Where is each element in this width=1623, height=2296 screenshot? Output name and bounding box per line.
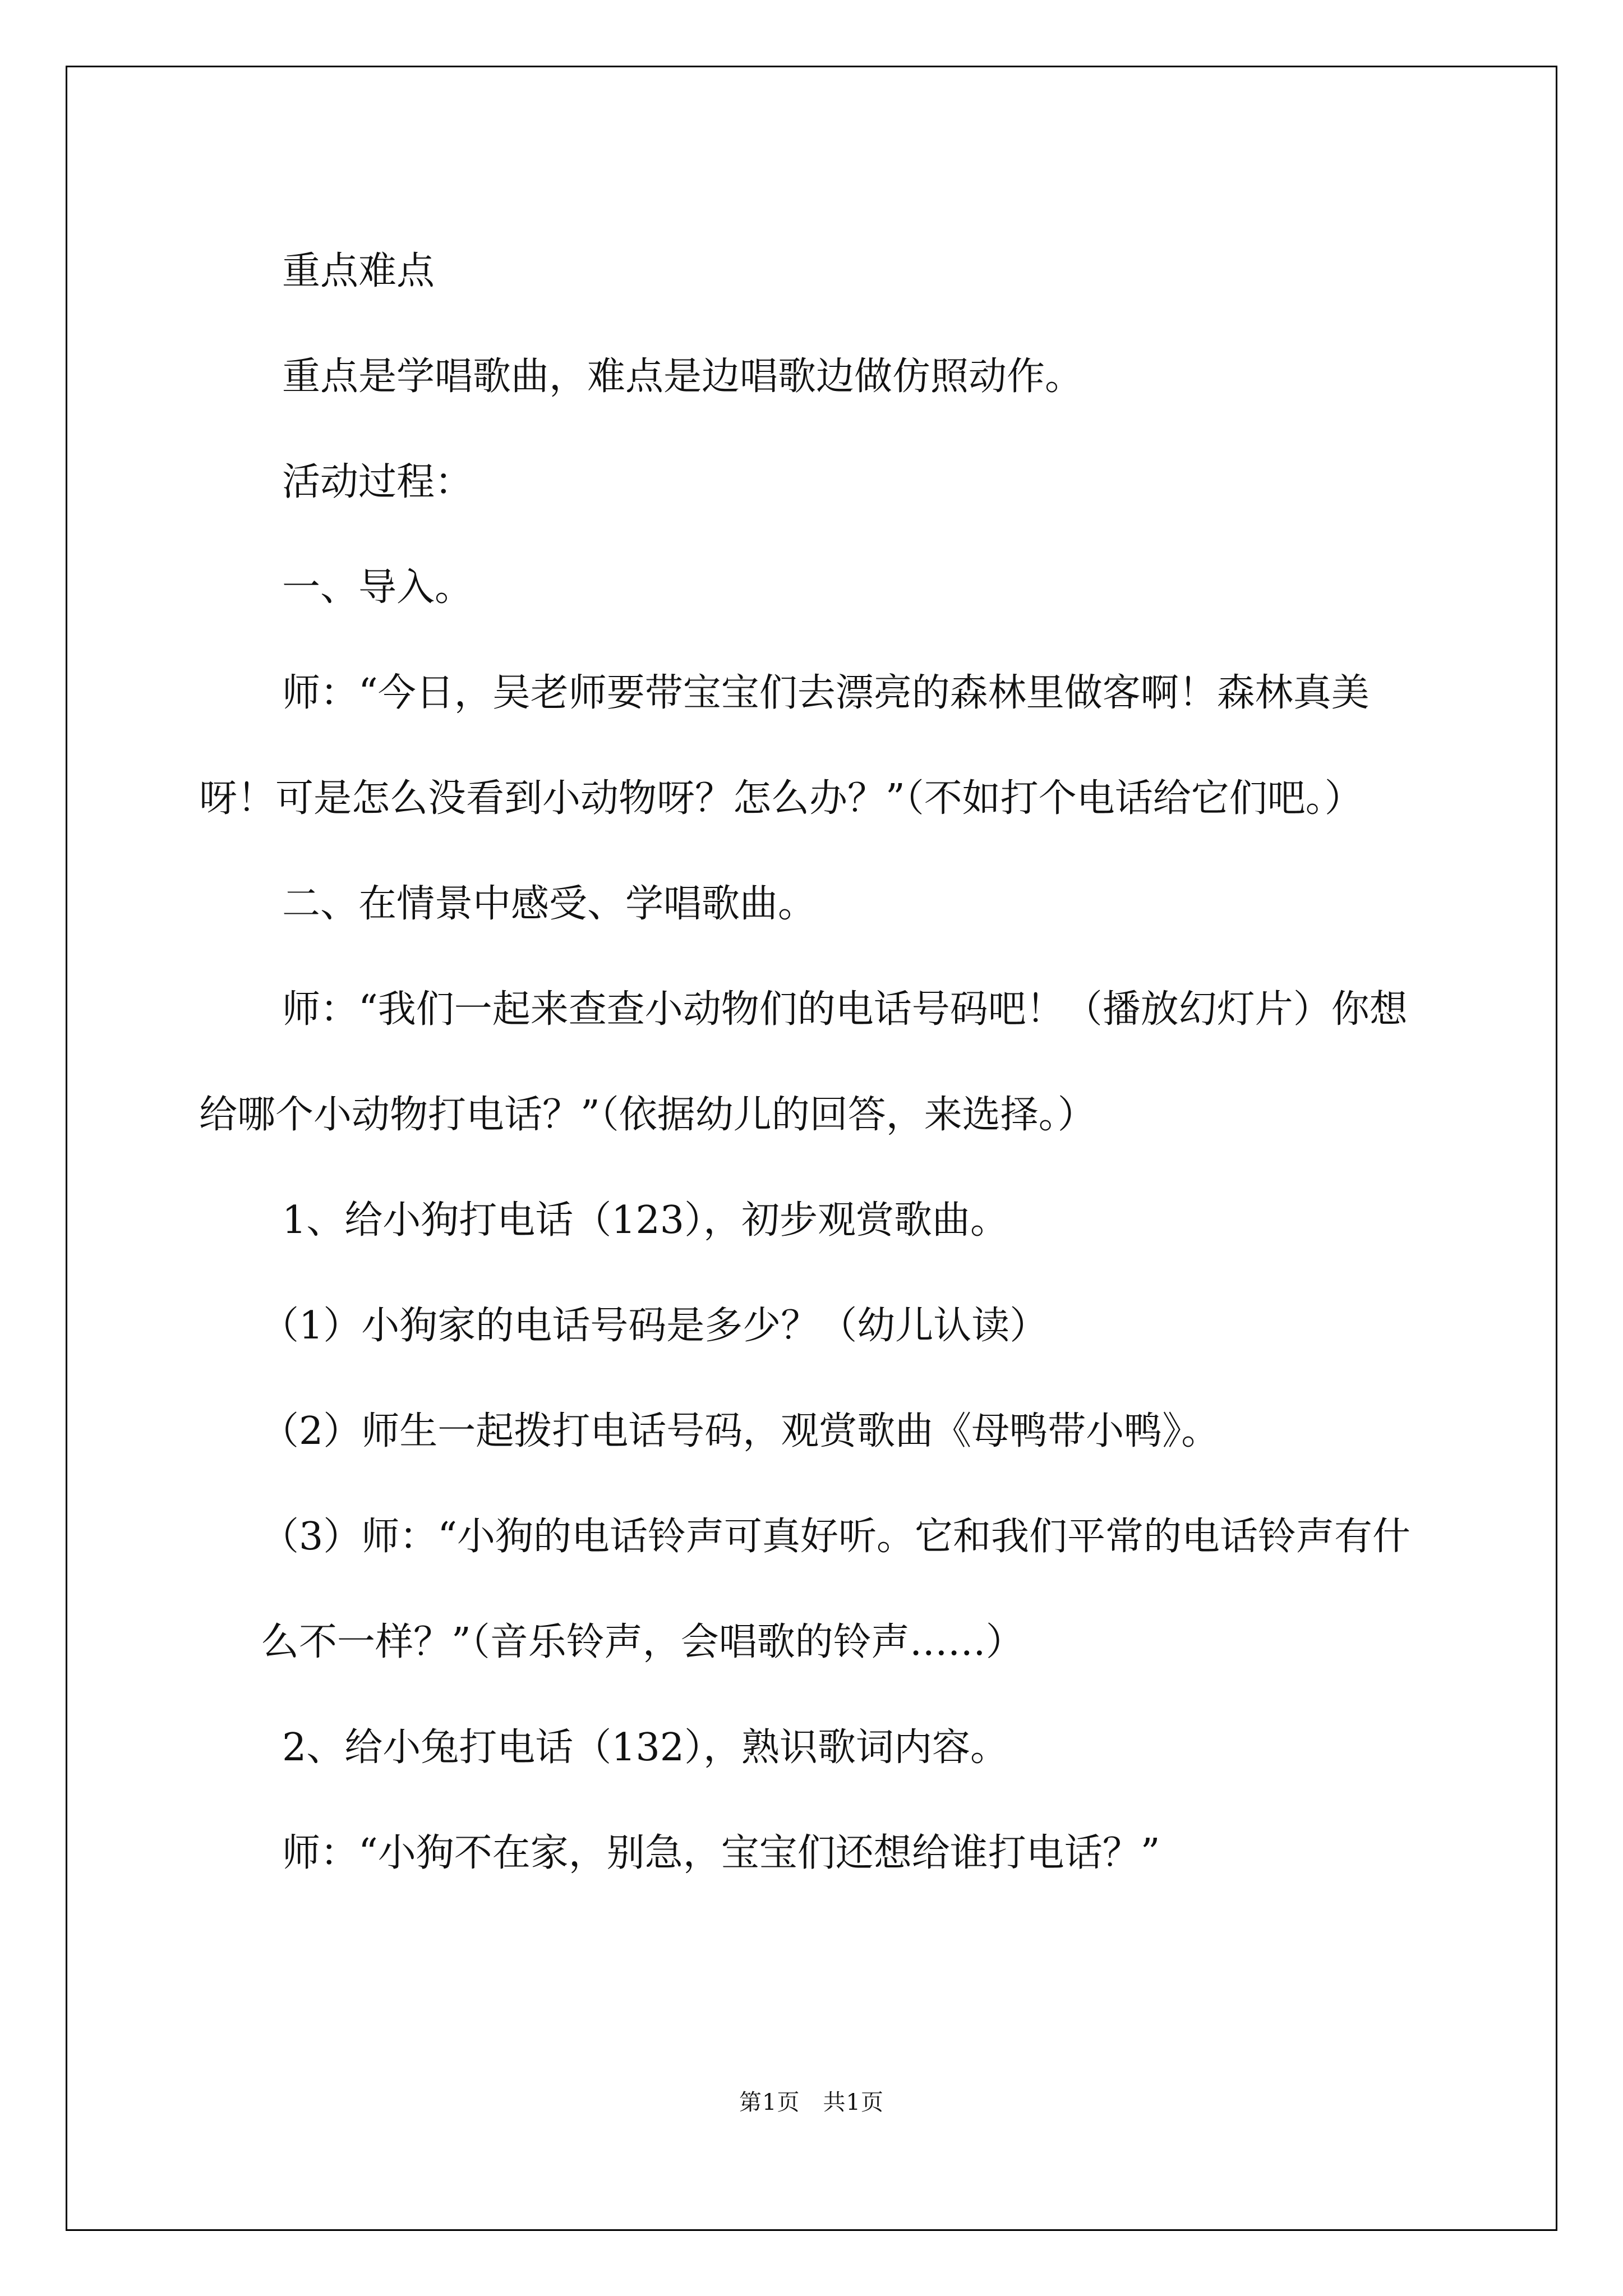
substep-2: （2）师生一起拨打电话号码，观赏歌曲《母鸭带小鸭》。 (261, 1409, 1220, 1453)
heading-key-points: 重点难点 (282, 249, 435, 293)
substep-3: （3）师：“小狗的电话铃声可真好听。它和我们平常的电话铃声有什么不一样？”（音乐铃声，会唱歌的铃声……） (261, 1515, 1411, 1664)
paragraph-teacher-intro: 师：“今日，吴老师要带宝宝们去漂亮的森林里做客啊！森林真美呀！可是怎么没看到小动物呀？怎么办？”（不如打个电话给它们吧。） (199, 671, 1370, 821)
section-introduction: 一、导入。 (282, 565, 473, 610)
step-call-bunny: 2、给小兔打电话（132），熟识歌词内容。 (282, 1726, 1009, 1770)
substep-1: （1）小狗家的电话号码是多少？（幼儿认读） (261, 1304, 1048, 1348)
paragraph-phone-numbers: 师：“我们一起来查查小动物们的电话号码吧！（播放幻灯片）你想给哪个小动物打电话？”（依据幼儿的回答，来选择。） (199, 987, 1408, 1137)
paragraph-key-points: 重点是学唱歌曲，难点是边唱歌边做仿照动作。 (282, 355, 1083, 399)
document-body (199, 219, 1430, 1906)
heading-activity-process: 活动过程： (282, 460, 473, 504)
paragraph-teacher-question: 师：“小狗不在家，别急，宝宝们还想给谁打电话？” (282, 1831, 1160, 1875)
page-footer: 第1页 共1页 (739, 2090, 884, 2115)
step-call-puppy: 1、给小狗打电话（123），初步观赏歌曲。 (282, 1198, 1009, 1243)
section-scenario-singing: 二、在情景中感受、学唱歌曲。 (282, 882, 817, 926)
